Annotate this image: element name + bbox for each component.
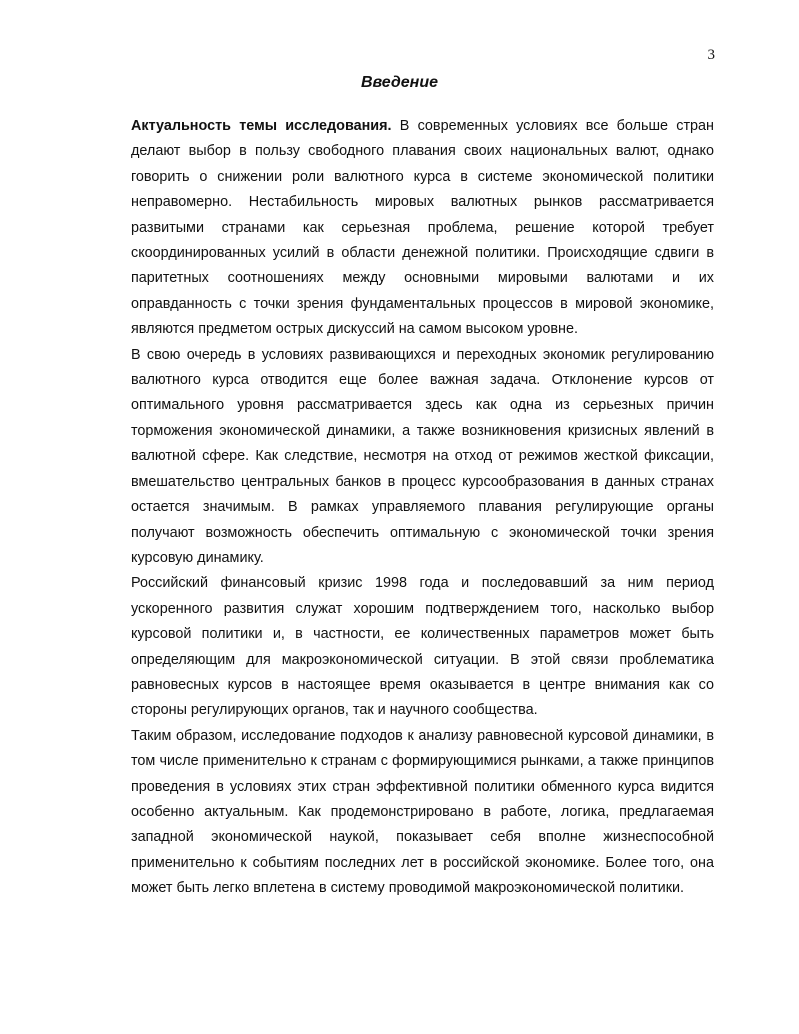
paragraph: В свою очередь в условиях развивающихся и переходных экономик регулированию валютного курса отводится еще более важная задача. Отклонение курсов от оптимального уровня рассматривается здесь как одна из серьезных причин торможения экономической динамики, а также возникновения кризисных явлений в валютной сфере. Как следствие, несмотря на отход от режимов жесткой фиксации, вмешательство центральных банков в процесс курсообразования в данных странах остается значимым. В рамках управляемого плавания регулирующие органы получают возможность обеспечить оптимальную с экономической точки зрения курсовую динамику. <box>131 346 714 566</box>
section-title: Введение <box>360 74 439 91</box>
paragraph-relevance <box>131 114 714 343</box>
paragraph: Таким образом, исследование подходов к анализу равновесной курсовой динамики, в том числе применительно к странам с формирующимися рынками, а также принципов проведения в условиях этих стран эффективной политики обменного курса видится особенно актуальным. Как продемонстрировано в работе, логика, предлагаемая западной экономической наукой, показывает себя вполне жизнеспособной применительно к событиям последних лет в российской экономике. Более того, она может быть легко вплетена в систему проводимой макроэкономической политики. <box>131 727 714 897</box>
paragraph-text: В современных условиях все больше стран делают выбор в пользу свободного плавания своих национальных валют, однако говорить о снижении роли валютного курса в системе экономической политики неправомерно. Нестабильность мировых валютных рынков рассматривается развитыми странами как серьезная проблема, решение которой требует скоординированных усилий в области денежной политики. Происходящие сдвиги в паритетных соотношениях между основными мировыми валютами и их оправданность с точки зрения фундаментальных процессов в мировой экономике, являются предметом острых дискуссий на самом высоком уровне. <box>131 118 714 338</box>
paragraph: Российский финансовый кризис 1998 года и последовавший за ним период ускоренного развития служат хорошим подтверждением того, насколько выбор курсовой политики и, в частности, ее количественных параметров может быть определяющим для макроэкономической ситуации. В этой связи проблематика равновесных курсов в настоящее время оказывается в центре внимания как со стороны регулирующих органов, так и научного сообщества. <box>131 575 714 719</box>
paragraph-lead: Актуальность темы исследования. <box>131 118 392 134</box>
page-number: 3 <box>707 47 715 63</box>
body-text <box>131 114 714 902</box>
